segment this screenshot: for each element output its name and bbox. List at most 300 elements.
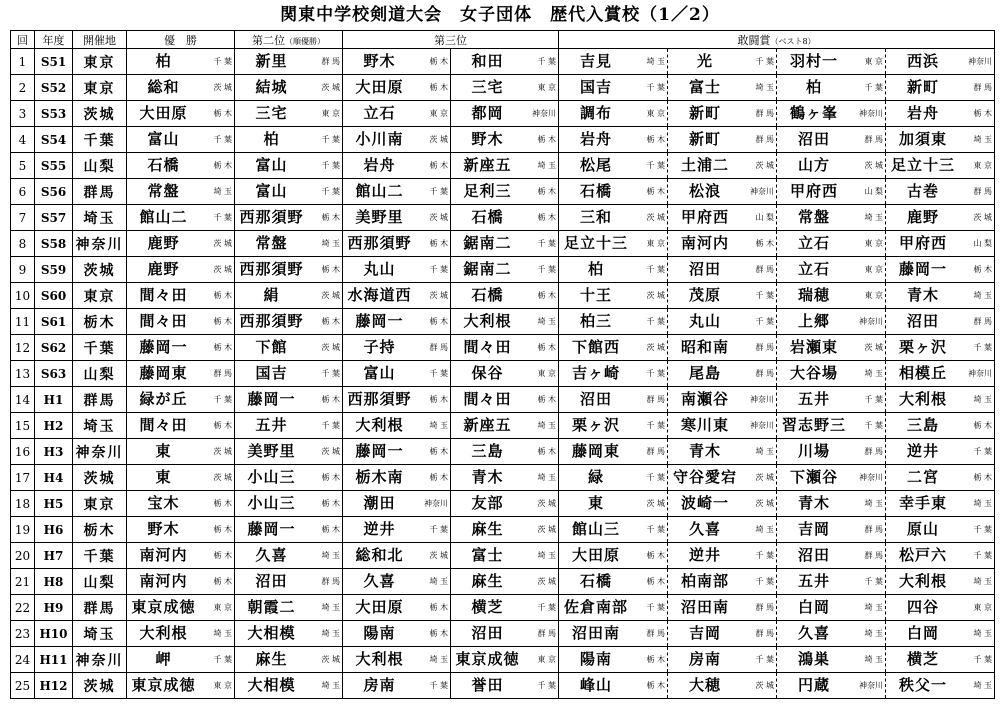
school-name: 柏 xyxy=(587,260,604,278)
header-second-label: 第二位 xyxy=(252,33,285,47)
school-name: 大田原 xyxy=(355,78,404,96)
school-name: 野木 xyxy=(471,130,504,148)
prefecture-label: 栃 木 xyxy=(537,291,556,300)
round-number: 12 xyxy=(11,335,35,361)
year-cell: H1 xyxy=(35,387,73,413)
school-name: 総和北 xyxy=(355,546,404,564)
school-cell xyxy=(127,283,235,309)
school-cell xyxy=(343,491,451,517)
prefecture-label: 群 馬 xyxy=(755,343,774,352)
school-cell xyxy=(886,569,995,595)
school-cell xyxy=(559,595,668,621)
school-cell xyxy=(451,543,559,569)
school-cell xyxy=(343,595,451,621)
school-name: 館山三 xyxy=(571,520,620,538)
round-number: 10 xyxy=(11,283,35,309)
prefecture-label: 茨 城 xyxy=(429,213,448,222)
school-name: 甲府西 xyxy=(789,182,838,200)
school-cell xyxy=(668,257,777,283)
prefecture-label: 群 馬 xyxy=(864,525,883,534)
header-second-note: （順優勝） xyxy=(285,36,325,46)
school-name: 子持 xyxy=(363,338,396,356)
prefecture-label: 千 葉 xyxy=(755,655,774,664)
school-name: 藤岡一 xyxy=(355,442,404,460)
prefecture-label: 千 葉 xyxy=(646,161,665,170)
school-name: 東京成徳 xyxy=(131,598,196,616)
round-number: 8 xyxy=(11,231,35,257)
school-name: 富山 xyxy=(255,156,288,174)
prefecture-label: 埼 玉 xyxy=(537,551,556,560)
school-cell xyxy=(559,647,668,673)
school-name: 新町 xyxy=(688,130,721,148)
school-name: 南河内 xyxy=(139,572,188,590)
school-name: 岩舟 xyxy=(363,156,396,174)
table-row xyxy=(11,517,995,543)
prefecture-label: 千 葉 xyxy=(537,681,556,690)
school-name: 白岡 xyxy=(797,598,830,616)
school-cell xyxy=(451,439,559,465)
prefecture-label: 群 馬 xyxy=(646,447,665,456)
school-name: 東京成徳 xyxy=(131,676,196,694)
prefecture-label: 栃 木 xyxy=(429,395,448,404)
school-name: 富山 xyxy=(147,130,180,148)
school-cell xyxy=(343,127,451,153)
prefecture-label: 千 葉 xyxy=(646,265,665,274)
venue-cell: 神奈川 xyxy=(73,439,127,465)
table-row xyxy=(11,179,995,205)
school-name: 東京成徳 xyxy=(455,650,520,668)
school-name: 新座五 xyxy=(463,416,512,434)
prefecture-label: 茨 城 xyxy=(973,213,993,222)
prefecture-label: 茨 城 xyxy=(646,343,665,352)
year-cell: H9 xyxy=(35,595,73,621)
round-number: 18 xyxy=(11,491,35,517)
prefecture-label: 東 京 xyxy=(973,603,993,612)
school-name: 三島 xyxy=(907,416,940,434)
round-number: 25 xyxy=(11,673,35,699)
school-name: 西那須野 xyxy=(239,208,304,226)
prefecture-label: 千 葉 xyxy=(755,291,774,300)
school-cell xyxy=(668,231,777,257)
prefecture-label: 茨 城 xyxy=(646,499,665,508)
school-cell xyxy=(559,413,668,439)
school-cell xyxy=(668,101,777,127)
school-cell xyxy=(343,387,451,413)
header-fighting xyxy=(559,31,995,49)
round-number: 14 xyxy=(11,387,35,413)
school-cell xyxy=(127,621,235,647)
school-cell xyxy=(886,439,995,465)
school-name: 間々田 xyxy=(463,338,512,356)
school-name: 藤岡一 xyxy=(355,312,404,330)
school-cell xyxy=(886,283,995,309)
prefecture-label: 茨 城 xyxy=(213,265,232,274)
prefecture-label: 茨 城 xyxy=(755,161,774,170)
prefecture-label: 栃 木 xyxy=(213,291,232,300)
prefecture-label: 千 葉 xyxy=(321,161,340,170)
school-cell xyxy=(235,413,343,439)
school-cell xyxy=(127,205,235,231)
school-name: 下瀬谷 xyxy=(789,468,838,486)
prefecture-label: 栃 木 xyxy=(321,317,340,326)
venue-cell: 神奈川 xyxy=(73,231,127,257)
school-name: 藤岡東 xyxy=(571,442,620,460)
school-cell xyxy=(127,75,235,101)
venue-cell: 東京 xyxy=(73,283,127,309)
school-cell xyxy=(777,673,886,699)
prefecture-label: 埼 玉 xyxy=(864,499,883,508)
school-cell xyxy=(559,205,668,231)
school-cell xyxy=(343,309,451,335)
prefecture-label: 茨 城 xyxy=(213,473,232,482)
prefecture-label: 千 葉 xyxy=(646,473,665,482)
prefecture-label: 茨 城 xyxy=(213,447,232,456)
prefecture-label: 栃 木 xyxy=(537,395,556,404)
school-cell xyxy=(559,49,668,75)
school-name: 三宅 xyxy=(255,104,288,122)
prefecture-label: 埼 玉 xyxy=(321,239,340,248)
prefecture-label: 栃 木 xyxy=(213,577,232,586)
prefecture-label: 千 葉 xyxy=(213,395,232,404)
school-name: 麻生 xyxy=(255,650,288,668)
prefecture-label: 栃 木 xyxy=(213,109,232,118)
school-name: 原山 xyxy=(907,520,940,538)
table-row xyxy=(11,439,995,465)
prefecture-label: 千 葉 xyxy=(864,83,883,92)
prefecture-label: 栃 木 xyxy=(646,577,665,586)
prefecture-label: 栃 木 xyxy=(646,187,665,196)
prefecture-label: 千 葉 xyxy=(537,239,556,248)
school-cell xyxy=(668,49,777,75)
school-name: 丸山 xyxy=(363,260,396,278)
school-cell xyxy=(127,595,235,621)
school-cell xyxy=(777,621,886,647)
prefecture-label: 埼 玉 xyxy=(973,499,993,508)
table-row xyxy=(11,673,995,699)
year-cell: S52 xyxy=(35,75,73,101)
school-cell xyxy=(127,413,235,439)
prefecture-label: 千 葉 xyxy=(646,369,665,378)
year-cell: S62 xyxy=(35,335,73,361)
venue-cell: 群馬 xyxy=(73,387,127,413)
prefecture-label: 栃 木 xyxy=(429,57,448,66)
prefecture-label: 埼 玉 xyxy=(973,395,993,404)
venue-cell: 栃木 xyxy=(73,309,127,335)
school-name: 逆井 xyxy=(907,442,940,460)
school-name: 館山二 xyxy=(139,208,188,226)
prefecture-label: 埼 玉 xyxy=(321,551,340,560)
school-name: 横芝 xyxy=(907,650,940,668)
round-number: 5 xyxy=(11,153,35,179)
school-cell xyxy=(127,491,235,517)
header-second xyxy=(235,31,343,49)
round-number: 7 xyxy=(11,205,35,231)
school-name: 沼田 xyxy=(471,624,504,642)
school-cell xyxy=(886,387,995,413)
school-name: 吉ヶ崎 xyxy=(571,364,620,382)
school-cell xyxy=(668,387,777,413)
prefecture-label: 茨 城 xyxy=(321,343,340,352)
school-name: 沼田 xyxy=(797,546,830,564)
school-name: 足利三 xyxy=(463,182,512,200)
school-cell xyxy=(777,647,886,673)
year-cell: H4 xyxy=(35,465,73,491)
prefecture-label: 茨 城 xyxy=(646,291,665,300)
school-name: 常盤 xyxy=(797,208,830,226)
school-cell xyxy=(343,335,451,361)
prefecture-label: 栃 木 xyxy=(321,265,340,274)
school-name: 大谷場 xyxy=(789,364,838,382)
prefecture-label: 神奈川 xyxy=(424,499,448,508)
school-cell xyxy=(235,101,343,127)
school-cell xyxy=(559,335,668,361)
prefecture-label: 神奈川 xyxy=(968,369,993,378)
school-cell xyxy=(451,49,559,75)
header-fighting-label: 敢闘賞 xyxy=(737,33,771,47)
venue-cell: 群馬 xyxy=(73,595,127,621)
school-name: 大利根 xyxy=(899,390,948,408)
school-cell xyxy=(343,569,451,595)
prefecture-label: 群 馬 xyxy=(864,135,883,144)
school-cell xyxy=(127,465,235,491)
venue-cell: 埼玉 xyxy=(73,205,127,231)
school-name: 大利根 xyxy=(355,650,404,668)
prefecture-label: 千 葉 xyxy=(646,83,665,92)
prefecture-label: 群 馬 xyxy=(755,603,774,612)
table-row xyxy=(11,75,995,101)
school-name: 間々田 xyxy=(139,286,188,304)
prefecture-label: 千 葉 xyxy=(755,577,774,586)
school-cell xyxy=(668,153,777,179)
page-title: 関東中学校剣道大会 女子団体 歴代入賞校（1／2） xyxy=(280,5,720,25)
school-cell xyxy=(668,179,777,205)
school-cell xyxy=(235,439,343,465)
school-name: 小川南 xyxy=(355,130,404,148)
prefecture-label: 神奈川 xyxy=(750,395,774,404)
table-row xyxy=(11,647,995,673)
school-cell xyxy=(451,569,559,595)
school-name: 絹 xyxy=(263,286,280,304)
prefecture-label: 千 葉 xyxy=(321,421,340,430)
school-cell xyxy=(777,569,886,595)
school-cell xyxy=(451,517,559,543)
school-cell xyxy=(777,205,886,231)
prefecture-label: 栃 木 xyxy=(429,317,448,326)
prefecture-label: 栃 木 xyxy=(429,161,448,170)
school-name: 柏 xyxy=(805,78,822,96)
school-cell xyxy=(127,517,235,543)
venue-cell: 埼玉 xyxy=(73,621,127,647)
school-cell xyxy=(451,205,559,231)
school-name: 石橋 xyxy=(147,156,180,174)
venue-cell: 千葉 xyxy=(73,127,127,153)
school-name: 甲府西 xyxy=(680,208,729,226)
school-name: 習志野三 xyxy=(781,416,846,434)
school-name: 間々田 xyxy=(139,416,188,434)
school-cell xyxy=(777,49,886,75)
school-name: 常盤 xyxy=(255,234,288,252)
prefecture-label: 東 京 xyxy=(213,603,232,612)
school-name: 岩舟 xyxy=(907,104,940,122)
prefecture-label: 栃 木 xyxy=(429,603,448,612)
school-name: 沼田 xyxy=(797,130,830,148)
school-cell xyxy=(559,439,668,465)
year-cell: S57 xyxy=(35,205,73,231)
school-name: 二宮 xyxy=(907,468,940,486)
school-name: 野木 xyxy=(363,52,396,70)
school-name: 足立十三 xyxy=(563,234,628,252)
school-name: 加須東 xyxy=(899,130,948,148)
school-name: 松尾 xyxy=(579,156,612,174)
school-cell xyxy=(668,621,777,647)
prefecture-label: 栃 木 xyxy=(973,109,993,118)
round-number: 9 xyxy=(11,257,35,283)
school-cell xyxy=(235,595,343,621)
prefecture-label: 埼 玉 xyxy=(646,57,665,66)
school-name: 石橋 xyxy=(579,182,612,200)
school-cell xyxy=(343,179,451,205)
school-name: 和田 xyxy=(471,52,504,70)
school-name: 柏三 xyxy=(579,312,612,330)
school-cell xyxy=(235,543,343,569)
header-nendo: 年度 xyxy=(35,31,73,49)
prefecture-label: 埼 玉 xyxy=(973,629,993,638)
school-name: 丸山 xyxy=(688,312,721,330)
prefecture-label: 東 京 xyxy=(646,239,665,248)
school-name: 国吉 xyxy=(579,78,612,96)
school-cell xyxy=(343,153,451,179)
school-cell xyxy=(668,673,777,699)
school-name: 久喜 xyxy=(688,520,721,538)
school-cell xyxy=(451,361,559,387)
school-cell xyxy=(559,465,668,491)
school-name: 横芝 xyxy=(471,598,504,616)
school-cell xyxy=(777,231,886,257)
school-name: 誉田 xyxy=(471,676,504,694)
school-name: 上郷 xyxy=(797,312,830,330)
school-cell xyxy=(235,257,343,283)
prefecture-label: 栃 木 xyxy=(646,135,665,144)
prefecture-label: 千 葉 xyxy=(864,577,883,586)
school-name: 尾島 xyxy=(688,364,721,382)
school-name: 栗ヶ沢 xyxy=(899,338,948,356)
school-name: 友部 xyxy=(471,494,504,512)
round-number: 21 xyxy=(11,569,35,595)
round-number: 20 xyxy=(11,543,35,569)
school-cell xyxy=(886,309,995,335)
school-cell xyxy=(886,595,995,621)
venue-cell: 栃木 xyxy=(73,517,127,543)
year-cell: H2 xyxy=(35,413,73,439)
prefecture-label: 千 葉 xyxy=(864,395,883,404)
school-name: 富士 xyxy=(471,546,504,564)
school-name: 守谷愛宕 xyxy=(672,468,737,486)
school-cell xyxy=(343,413,451,439)
school-name: 富山 xyxy=(255,182,288,200)
round-number: 11 xyxy=(11,309,35,335)
school-cell xyxy=(451,127,559,153)
prefecture-label: 茨 城 xyxy=(864,343,883,352)
prefecture-label: 栃 木 xyxy=(321,473,340,482)
round-number: 1 xyxy=(11,49,35,75)
prefecture-label: 茨 城 xyxy=(755,473,774,482)
venue-cell: 山梨 xyxy=(73,569,127,595)
table-row xyxy=(11,231,995,257)
school-name: 波崎一 xyxy=(680,494,729,512)
school-name: 五井 xyxy=(797,390,830,408)
school-cell xyxy=(451,335,559,361)
round-number: 15 xyxy=(11,413,35,439)
school-name: 岬 xyxy=(155,650,172,668)
school-cell xyxy=(559,309,668,335)
school-name: 栃木南 xyxy=(355,468,404,486)
prefecture-label: 茨 城 xyxy=(321,655,340,664)
school-cell xyxy=(451,647,559,673)
school-cell xyxy=(343,543,451,569)
prefecture-label: 群 馬 xyxy=(973,187,993,196)
header-venue: 開催地 xyxy=(73,31,127,49)
school-name: 新里 xyxy=(255,52,288,70)
school-cell xyxy=(343,283,451,309)
prefecture-label: 千 葉 xyxy=(646,603,665,612)
school-name: 緑 xyxy=(587,468,604,486)
school-cell xyxy=(777,465,886,491)
prefecture-label: 埼 玉 xyxy=(864,655,883,664)
prefecture-label: 埼 玉 xyxy=(213,629,232,638)
prefecture-label: 埼 玉 xyxy=(755,83,774,92)
school-cell xyxy=(559,257,668,283)
school-name: 石橋 xyxy=(471,286,504,304)
venue-cell: 茨城 xyxy=(73,465,127,491)
header-fighting-note: （ベスト8） xyxy=(770,36,816,46)
school-cell xyxy=(343,75,451,101)
year-cell: S55 xyxy=(35,153,73,179)
school-name: 鋸南二 xyxy=(463,234,512,252)
prefecture-label: 群 馬 xyxy=(321,577,340,586)
school-name: 昭和南 xyxy=(680,338,729,356)
school-cell xyxy=(343,231,451,257)
prefecture-label: 栃 木 xyxy=(755,239,774,248)
school-name: 沼田 xyxy=(579,390,612,408)
prefecture-label: 埼 玉 xyxy=(213,187,232,196)
school-name: 沼田 xyxy=(907,312,940,330)
school-cell xyxy=(777,75,886,101)
school-cell xyxy=(451,257,559,283)
prefecture-label: 栃 木 xyxy=(429,447,448,456)
prefecture-label: 栃 木 xyxy=(429,83,448,92)
year-cell: S56 xyxy=(35,179,73,205)
prefecture-label: 東 京 xyxy=(537,655,556,664)
school-name: 潮田 xyxy=(363,494,396,512)
school-name: 藤岡東 xyxy=(139,364,188,382)
school-cell xyxy=(777,413,886,439)
school-name: 南河内 xyxy=(680,234,729,252)
prefecture-label: 茨 城 xyxy=(864,161,883,170)
school-cell xyxy=(559,621,668,647)
school-cell xyxy=(668,543,777,569)
prefecture-label: 東 京 xyxy=(864,265,883,274)
prefecture-label: 茨 城 xyxy=(755,499,774,508)
school-cell xyxy=(235,75,343,101)
prefecture-label: 茨 城 xyxy=(646,213,665,222)
prefecture-label: 埼 玉 xyxy=(864,629,883,638)
school-name: 幸手東 xyxy=(899,494,948,512)
school-cell xyxy=(886,153,995,179)
school-cell xyxy=(559,387,668,413)
school-cell xyxy=(777,387,886,413)
results-body xyxy=(11,49,995,699)
prefecture-label: 埼 玉 xyxy=(321,629,340,638)
